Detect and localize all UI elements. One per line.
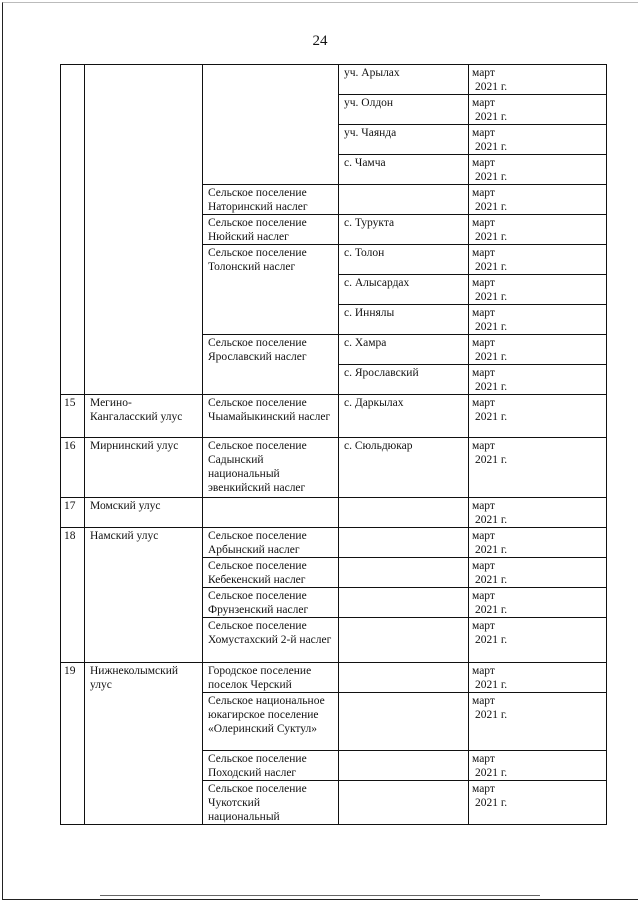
date-cell: март 2021 г.	[469, 365, 607, 395]
settlement-cell: Сельское поселение Арбынский наслег	[203, 528, 339, 558]
settlement-cell: Сельское поселение Садынский национальный эвенкийский наслег	[203, 438, 339, 498]
locality-cell: уч. Чаянда	[339, 125, 469, 155]
locality-cell: с. Даркылах	[339, 395, 469, 438]
date-cell: март 2021 г.	[469, 618, 607, 663]
table-row	[61, 528, 607, 558]
settlement-cell: Городское поселение поселок Черский	[203, 663, 339, 693]
row-number-cell: 18	[61, 528, 85, 663]
settlement-cell: Сельское поселение Фрунзенский наслег	[203, 588, 339, 618]
district-cell: Нижнеколымский улус	[85, 663, 203, 825]
settlement-cell: Сельское поселение Толонский наслег	[203, 245, 339, 335]
date-cell: март 2021 г.	[469, 395, 607, 438]
row-number-cell: 16	[61, 438, 85, 498]
district-cell	[85, 65, 203, 395]
date-cell: март 2021 г.	[469, 588, 607, 618]
settlement-cell: Сельское поселение Кебекенский наслег	[203, 558, 339, 588]
table-row	[61, 65, 607, 95]
locality-cell: с. Чамча	[339, 155, 469, 185]
settlement-cell: Сельское поселение Ярославский наслег	[203, 335, 339, 395]
settlement-cell: Сельское поселение Походский наслег	[203, 751, 339, 781]
settlement-cell: Сельское поселение Чукотский национальный	[203, 781, 339, 825]
settlement-cell	[203, 65, 339, 185]
table-row	[61, 498, 607, 528]
locality-cell	[339, 528, 469, 558]
locality-cell	[339, 558, 469, 588]
row-number-cell: 19	[61, 663, 85, 825]
date-cell: март 2021 г.	[469, 751, 607, 781]
date-cell: март 2021 г.	[469, 245, 607, 275]
district-cell: Момский улус	[85, 498, 203, 528]
settlement-cell: Сельское поселение Хомустахский 2-й наслег	[203, 618, 339, 663]
date-cell: март 2021 г.	[469, 781, 607, 825]
locality-cell: с. Алысардах	[339, 275, 469, 305]
row-number-cell: 17	[61, 498, 85, 528]
locality-cell: уч. Арылах	[339, 65, 469, 95]
locality-cell	[339, 751, 469, 781]
locality-cell: с. Толон	[339, 245, 469, 275]
settlement-cell: Сельское поселение Нюйский наслег	[203, 215, 339, 245]
page-number: 24	[312, 33, 328, 49]
table-row	[61, 663, 607, 693]
date-cell: март 2021 г.	[469, 95, 607, 125]
settlement-cell: Сельское национальное юкагирское поселение «Олеринский Суктул»	[203, 693, 339, 751]
row-number-cell: 15	[61, 395, 85, 438]
date-cell: март 2021 г.	[469, 275, 607, 305]
locality-cell	[339, 498, 469, 528]
date-cell: март 2021 г.	[469, 558, 607, 588]
date-cell: март 2021 г.	[469, 155, 607, 185]
district-cell: Мирнинский улус	[85, 438, 203, 498]
locality-cell: с. Сюльдюкар	[339, 438, 469, 498]
locality-cell: с. Иннялы	[339, 305, 469, 335]
row-number-cell	[61, 65, 85, 395]
locality-cell: с. Хамра	[339, 335, 469, 365]
date-cell: март 2021 г.	[469, 438, 607, 498]
date-cell: март 2021 г.	[469, 693, 607, 751]
locality-cell	[339, 781, 469, 825]
table-row	[61, 395, 607, 438]
table-row	[61, 438, 607, 498]
date-cell: март 2021 г.	[469, 185, 607, 215]
locality-cell	[339, 693, 469, 751]
district-cell: Намский улус	[85, 528, 203, 663]
date-cell: март 2021 г.	[469, 335, 607, 365]
settlements-table	[60, 64, 607, 825]
bottom-rule	[100, 895, 540, 896]
locality-cell: с. Турукта	[339, 215, 469, 245]
date-cell: март 2021 г.	[469, 528, 607, 558]
date-cell: март 2021 г.	[469, 498, 607, 528]
district-cell: Мегино-Кангаласский улус	[85, 395, 203, 438]
date-cell: март 2021 г.	[469, 663, 607, 693]
locality-cell	[339, 663, 469, 693]
locality-cell: с. Ярославский	[339, 365, 469, 395]
locality-cell: уч. Олдон	[339, 95, 469, 125]
date-cell: март 2021 г.	[469, 305, 607, 335]
settlement-cell: Сельское поселение Наторинский наслег	[203, 185, 339, 215]
locality-cell	[339, 588, 469, 618]
date-cell: март 2021 г.	[469, 65, 607, 95]
locality-cell	[339, 185, 469, 215]
settlement-cell	[203, 498, 339, 528]
settlement-cell: Сельское поселение Чыамайыкинский наслег	[203, 395, 339, 438]
locality-cell	[339, 618, 469, 663]
date-cell: март 2021 г.	[469, 215, 607, 245]
date-cell: март 2021 г.	[469, 125, 607, 155]
